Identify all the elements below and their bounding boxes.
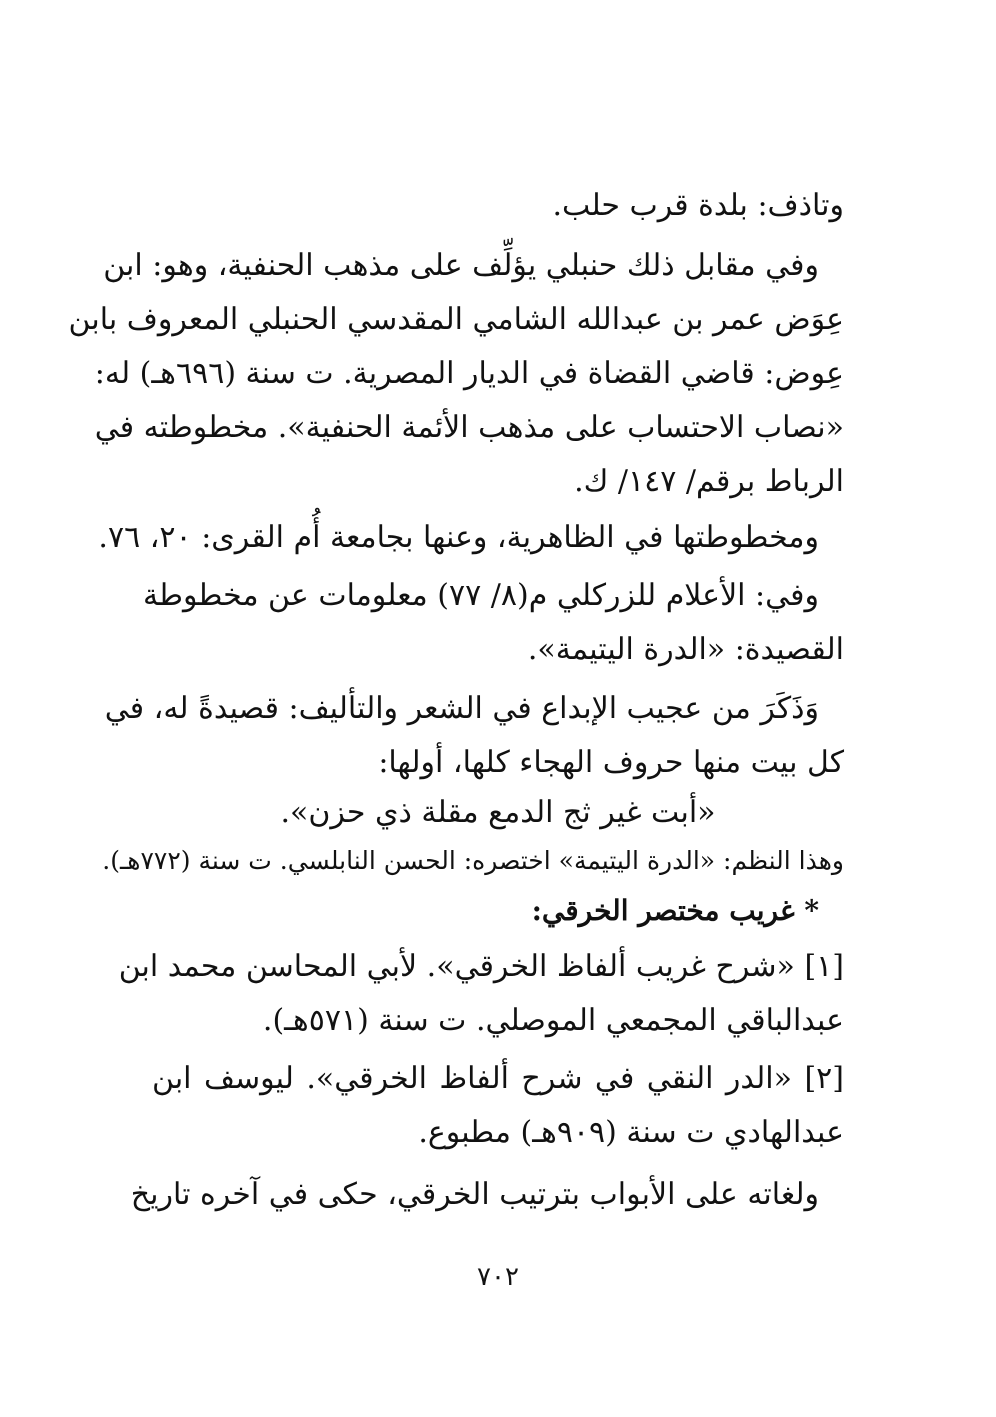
- text-line: عبدالباقي المجمعي الموصلي. ت سنة (٥٧١هـ).: [262, 1003, 844, 1038]
- paragraph-first-line: ولغاته على الأبواب بترتيب الخرقي، حكى في آخره تاريخ: [130, 1177, 819, 1212]
- verse-line: «أبت غير ثج الدمع مقلة ذي حزن».: [280, 795, 716, 830]
- text-line: وتاذف: بلدة قرب حلب.: [552, 188, 844, 223]
- text-line: عبدالهادي ت سنة (٩٠٩هـ) مطبوع.: [418, 1115, 844, 1150]
- text-line: «نصاب الاحتساب على مذهب الأئمة الحنفية». مخطوطته في: [94, 410, 844, 445]
- paragraph-first-line: ومخطوطتها في الظاهرية، وعنها بجامعة أُم القرى: ٢٠، ٧٦.: [98, 520, 819, 555]
- note-line: وهذا النظم: «الدرة اليتيمة» اختصره: الحسن النابلسي. ت سنة (٧٧٢هـ).: [102, 846, 844, 875]
- text-line: القصيدة: «الدرة اليتيمة».: [527, 632, 844, 667]
- list-item: [٢] «الدر النقي في شرح ألفاظ الخرقي». ليوسف ابن: [152, 1061, 844, 1096]
- text-line: عِوَض عمر بن عبدالله الشامي المقدسي الحنبلي المعروف بابن: [68, 302, 844, 337]
- paragraph-first-line: وَذَكَرَ من عجيب الإبداع في الشعر والتأليف: قصيدةً له، في: [104, 691, 819, 726]
- text-line: الرباط برقم/ ١٤٧/ ك.: [574, 464, 844, 499]
- page-number: ٧٠٢: [477, 1262, 519, 1292]
- section-heading: * غريب مختصر الخرقي:: [531, 894, 819, 927]
- paragraph-first-line: وفي: الأعلام للزركلي م(٨/ ٧٧) معلومات عن مخطوطة: [143, 578, 819, 613]
- text-line: عِوض: قاضي القضاة في الديار المصرية. ت سنة (٦٩٦هـ) له:: [94, 356, 844, 391]
- list-item: [١] «شرح غريب ألفاظ الخرقي». لأبي المحاسن محمد ابن: [118, 949, 844, 984]
- paragraph-first-line: وفي مقابل ذلك حنبلي يؤلِّف على مذهب الحنفية، وهو: ابن: [103, 248, 819, 283]
- text-line: كل بيت منها حروف الهجاء كلها، أولها:: [378, 745, 844, 780]
